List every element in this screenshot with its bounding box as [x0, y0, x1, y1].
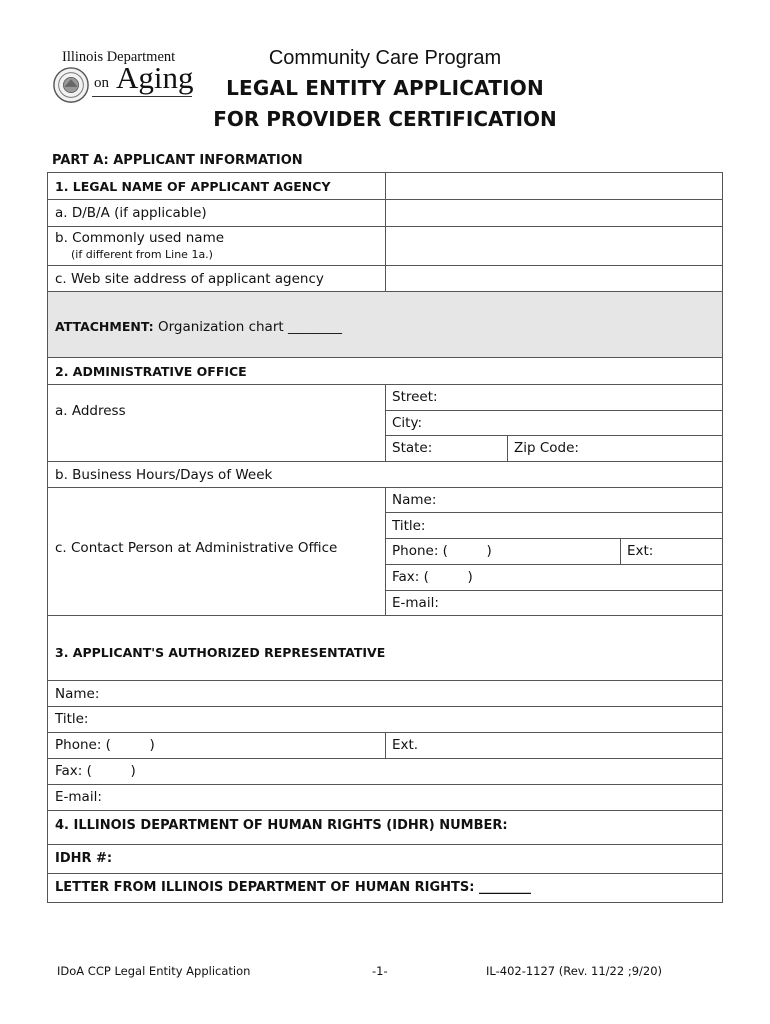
contact-phone-field[interactable]: Phone: ( ) — [392, 543, 492, 559]
application-form — [47, 172, 723, 903]
page-number: -1- — [372, 964, 388, 978]
rule — [47, 873, 723, 874]
contact-name-field[interactable]: Name: — [392, 492, 437, 508]
section1-heading: 1. LEGAL NAME OF APPLICANT AGENCY — [55, 179, 331, 194]
rule — [47, 357, 723, 358]
street-field[interactable]: Street: — [392, 389, 438, 405]
rule — [385, 487, 386, 615]
form-title-line1: LEGAL ENTITY APPLICATION — [226, 76, 544, 100]
rule — [47, 810, 723, 811]
logo-aging: Aging — [116, 60, 194, 95]
program-name: Community Care Program — [268, 47, 502, 69]
city-field[interactable]: City: — [392, 415, 423, 431]
rep-fax-field[interactable]: Fax: ( ) — [55, 763, 136, 779]
attachment-label: ATTACHMENT: — [55, 319, 154, 334]
rule — [47, 844, 723, 845]
address-label: a. Address — [55, 403, 126, 419]
section2-heading: 2. ADMINISTRATIVE OFFICE — [55, 364, 247, 379]
logo-on: on — [94, 75, 109, 91]
legal-name-field[interactable] — [386, 173, 722, 199]
rule — [385, 538, 723, 539]
contact-title-field[interactable]: Title: — [392, 518, 426, 534]
rule — [47, 758, 723, 759]
rule — [385, 512, 723, 513]
zip-field[interactable]: Zip Code: — [514, 440, 579, 456]
rule — [385, 410, 723, 411]
idhr-field[interactable]: IDHR #: — [55, 851, 113, 866]
common-name-note: (if different from Line 1a.) — [71, 248, 213, 261]
rule — [385, 435, 723, 436]
rep-email-field[interactable]: E-mail: — [55, 789, 102, 805]
common-name-label: b. Commonly used name — [55, 230, 225, 246]
rule — [385, 732, 386, 758]
rule — [47, 706, 723, 707]
website-label: c. Web site address of applicant agency — [55, 271, 324, 287]
rep-name-field[interactable]: Name: — [55, 686, 100, 702]
contact-email-field[interactable]: E-mail: — [392, 595, 439, 611]
rule — [47, 615, 723, 616]
section4-heading: 4. ILLINOIS DEPARTMENT OF HUMAN RIGHTS (IDHR) NUMBER: — [55, 818, 508, 833]
common-name-field[interactable] — [386, 227, 722, 265]
part-a-heading: PART A: APPLICANT INFORMATION — [52, 153, 303, 168]
logo-line1: Illinois Department — [62, 49, 176, 65]
website-field[interactable] — [386, 266, 722, 291]
rule — [47, 291, 723, 292]
rule — [620, 538, 621, 564]
footer-left: IDoA CCP Legal Entity Application — [57, 964, 251, 978]
rule — [385, 590, 723, 591]
rule — [47, 680, 723, 681]
rule — [507, 435, 508, 461]
contact-ext-field[interactable]: Ext: — [627, 543, 654, 559]
footer-form-number: IL-402-1127 (Rev. 11/22 ;9/20) — [486, 964, 663, 978]
rule — [47, 461, 723, 462]
hours-label: b. Business Hours/Days of Week — [55, 467, 273, 483]
attachment-text: Organization chart ________ — [157, 319, 342, 335]
section3-heading: 3. APPLICANT'S AUTHORIZED REPRESENTATIVE — [55, 645, 386, 660]
rep-ext-field[interactable]: Ext. — [392, 737, 419, 753]
rule — [385, 384, 386, 461]
idhr-letter-line: LETTER FROM ILLINOIS DEPARTMENT OF HUMAN RIGHTS: ________ — [55, 880, 532, 895]
state-field[interactable]: State: — [392, 440, 433, 456]
dba-label: a. D/B/A (if applicable) — [55, 205, 207, 221]
contact-fax-field[interactable]: Fax: ( ) — [392, 569, 473, 585]
dba-field[interactable] — [386, 200, 722, 226]
rule — [385, 564, 723, 565]
rule — [47, 784, 723, 785]
form-title-line2: FOR PROVIDER CERTIFICATION — [213, 107, 557, 131]
rep-title-field[interactable]: Title: — [55, 711, 89, 727]
attachment-line — [55, 319, 342, 335]
state-seal-icon — [52, 66, 90, 104]
contact-label: c. Contact Person at Administrative Office — [55, 540, 338, 556]
rep-phone-field[interactable]: Phone: ( ) — [55, 737, 155, 753]
